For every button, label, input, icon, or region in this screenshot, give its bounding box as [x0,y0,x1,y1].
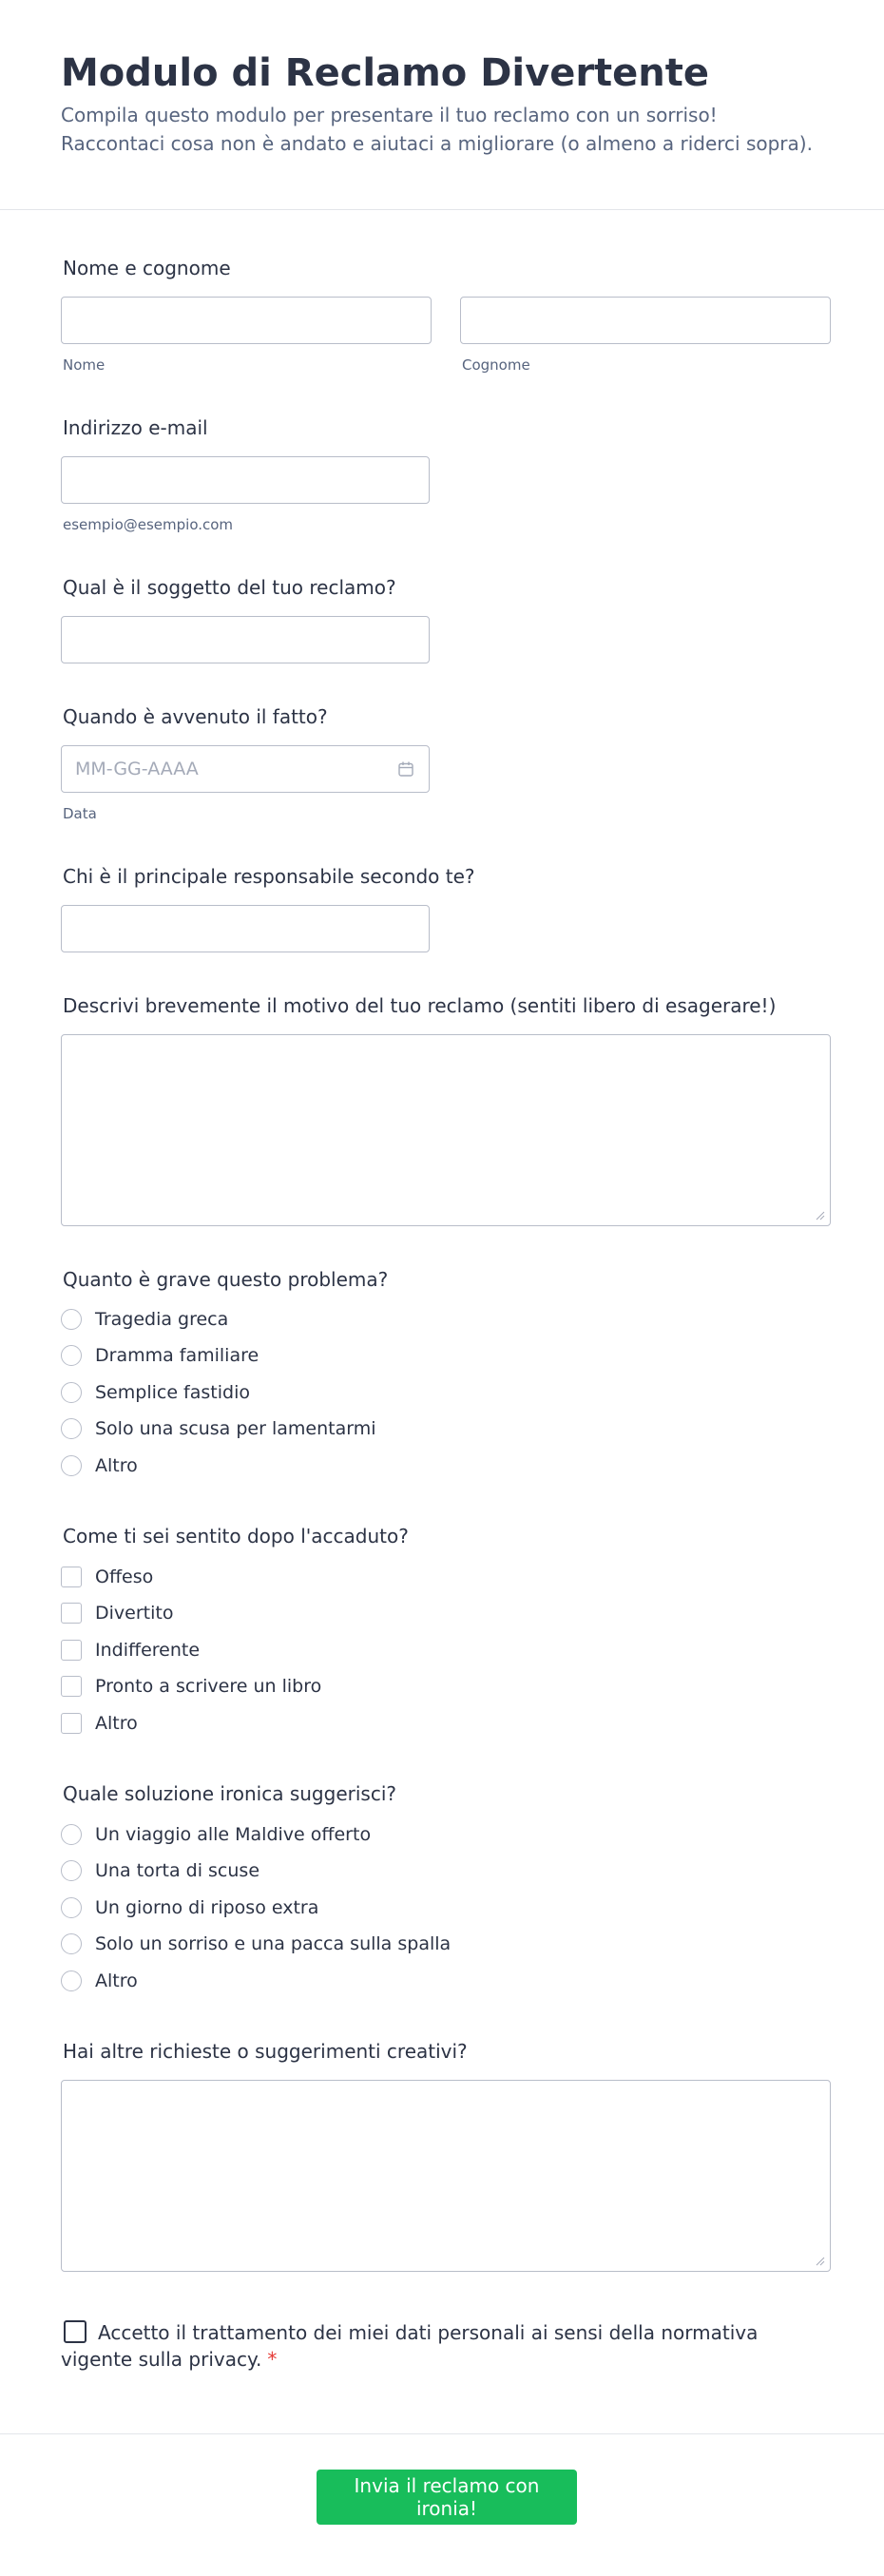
option-label: Un giorno di riposo extra [95,1897,319,1918]
responsible-input[interactable] [61,905,430,952]
calendar-icon[interactable] [397,760,414,778]
option-label: Solo un sorriso e una pacca sulla spalla [95,1933,452,1954]
date-label: Quando è avvenuto il fatto? [63,705,328,728]
radio-button[interactable] [61,1309,82,1330]
subject-label: Qual è il soggetto del tuo reclamo? [63,576,396,599]
consent-checkbox[interactable] [64,2320,86,2343]
severity-option[interactable] [61,1452,138,1479]
solution-option[interactable] [61,1894,318,1921]
description-label: Descrivi brevemente il motivo del tuo reclamo (sentiti libero di esagerare!) [63,994,777,1017]
option-label: Un viaggio alle Maldive offerto [95,1824,372,1845]
first-name-input[interactable] [61,297,432,344]
feeling-option[interactable] [61,1673,321,1700]
radio-button[interactable] [61,1455,82,1476]
form-subtitle: Compila questo modulo per presentare il tuo reclamo con un sorriso! Raccontaci cosa non è andato e aiutaci a migliorare (o almeno a riderci sopra). [61,104,813,155]
radio-button[interactable] [61,1345,82,1366]
radio-button[interactable] [61,1970,82,1991]
severity-option[interactable] [61,1379,250,1406]
submit-button[interactable]: Invia il reclamo con ironia! [317,2470,577,2525]
feeling-option[interactable] [61,1710,138,1737]
checkbox[interactable] [61,1640,82,1661]
feeling-option[interactable] [61,1600,173,1626]
radio-button[interactable] [61,1933,82,1954]
required-star: * [267,2348,278,2371]
radio-button[interactable] [61,1860,82,1881]
checkbox[interactable] [61,1676,82,1697]
name-label: Nome e cognome [63,257,231,279]
option-label: Solo una scusa per lamentarmi [95,1418,376,1439]
option-label: Dramma familiare [95,1345,259,1366]
option-label: Indifferente [95,1640,201,1661]
solution-option[interactable] [61,1821,371,1848]
solution-label: Quale soluzione ironica suggerisci? [63,1782,396,1805]
consent-text: Accetto il trattamento dei miei dati personali ai sensi della normativa vigente sulla privacy. [61,2321,759,2371]
date-input[interactable] [61,745,430,793]
checkbox[interactable] [61,1603,82,1624]
severity-option[interactable] [61,1415,375,1442]
radio-button[interactable] [61,1382,82,1403]
solution-option[interactable] [61,1968,138,1994]
resize-grip-icon[interactable] [816,2257,825,2266]
option-label: Una torta di scuse [95,1860,260,1881]
option-label: Divertito [95,1603,174,1624]
option-label: Offeso [95,1567,154,1587]
radio-button[interactable] [61,1824,82,1845]
resize-grip-icon[interactable] [816,1211,825,1221]
option-label: Tragedia greca [95,1309,229,1330]
form-header [61,48,821,158]
form-title: Modulo di Reclamo Divertente [61,51,710,95]
radio-button[interactable] [61,1897,82,1918]
first-name-sublabel: Nome [63,356,106,374]
option-label: Altro [95,1455,138,1476]
last-name-input[interactable] [460,297,831,344]
last-name-sublabel: Cognome [462,356,530,374]
extra-textarea[interactable] [61,2080,831,2272]
solution-option[interactable] [61,1857,259,1884]
description-textarea[interactable] [61,1034,831,1226]
consent-block [61,2319,783,2373]
checkbox[interactable] [61,1713,82,1734]
feeling-option[interactable] [61,1637,200,1663]
severity-label: Quanto è grave questo problema? [63,1268,389,1291]
email-label: Indirizzo e-mail [63,416,208,439]
subject-input[interactable] [61,616,430,663]
radio-button[interactable] [61,1418,82,1439]
option-label: Semplice fastidio [95,1382,250,1403]
responsible-label: Chi è il principale responsabile secondo te? [63,865,475,888]
footer-divider [0,2433,884,2434]
option-label: Pronto a scrivere un libro [95,1676,322,1697]
solution-option[interactable] [61,1931,451,1957]
header-divider [0,209,884,210]
option-label: Altro [95,1713,138,1734]
date-sublabel: Data [63,805,97,822]
option-label: Altro [95,1970,138,1991]
severity-option[interactable] [61,1342,259,1369]
email-sublabel: esempio@esempio.com [63,516,234,533]
email-input[interactable] [61,456,430,504]
severity-option[interactable] [61,1306,228,1333]
feeling-option[interactable] [61,1564,153,1590]
extra-label: Hai altre richieste o suggerimenti creativi? [63,2040,468,2063]
feeling-label: Come ti sei sentito dopo l'accaduto? [63,1525,409,1548]
checkbox[interactable] [61,1567,82,1587]
